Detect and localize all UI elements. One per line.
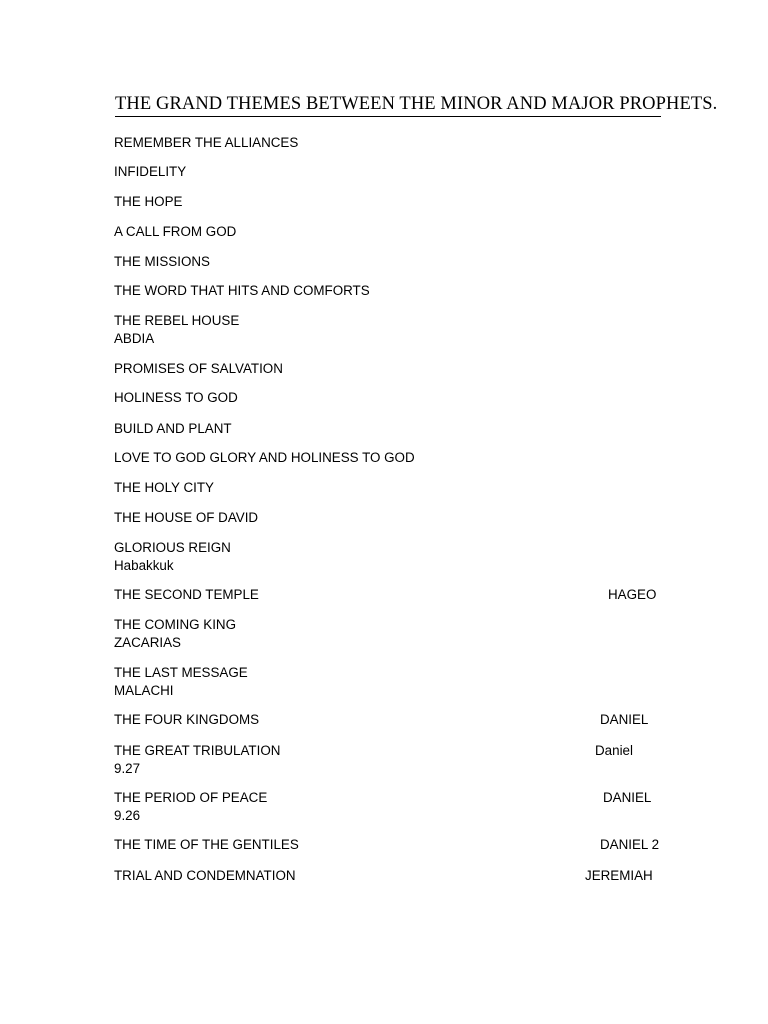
prophet-reference: HAGEO (608, 587, 657, 602)
prophet-reference: DANIEL (600, 712, 649, 727)
theme-text: INFIDELITY (114, 164, 187, 179)
page-title: THE GRAND THEMES BETWEEN THE MINOR AND MAJOR PROPHETS. (115, 94, 718, 114)
theme-text: THE WORD THAT HITS AND COMFORTS (114, 283, 370, 298)
theme-text: LOVE TO GOD GLORY AND HOLINESS TO GOD (114, 450, 415, 465)
list-item (114, 539, 674, 574)
theme-text: THE HOLY CITY (114, 480, 214, 495)
list-item (114, 664, 674, 699)
theme-text: THE TIME OF THE GENTILES (114, 837, 299, 852)
title-underline (115, 116, 661, 117)
prophet-name: MALACHI (114, 682, 174, 698)
prophet-name: ABDIA (114, 330, 155, 346)
prophet-name: ZACARIAS (114, 634, 181, 650)
list-item (114, 389, 674, 407)
list-item (114, 312, 674, 347)
theme-text: THE HOUSE OF DAVID (114, 510, 259, 525)
theme-text: THE HOPE (114, 194, 183, 209)
list-item (114, 360, 674, 378)
prophet-reference: DANIEL (603, 790, 652, 805)
list-item (114, 742, 674, 777)
theme-text: BUILD AND PLANT (114, 421, 232, 436)
list-item (114, 163, 674, 181)
verse-reference: 9.27 (114, 760, 141, 776)
list-item (114, 134, 674, 152)
theme-text: THE SECOND TEMPLE (114, 587, 259, 602)
prophet-reference: Daniel (595, 743, 633, 758)
list-item (114, 836, 674, 854)
list-item (114, 282, 674, 300)
theme-text: TRIAL AND CONDEMNATION (114, 868, 296, 883)
list-item (114, 616, 674, 651)
prophet-reference: JEREMIAH (585, 868, 653, 883)
theme-text: THE MISSIONS (114, 254, 210, 269)
list-item (114, 449, 674, 467)
list-item (114, 420, 674, 438)
theme-text: THE PERIOD OF PEACE (114, 790, 268, 805)
theme-text: PROMISES OF SALVATION (114, 361, 283, 376)
list-item (114, 193, 674, 211)
theme-text: THE GREAT TRIBULATION (114, 743, 281, 758)
list-item (114, 253, 674, 271)
theme-text: THE REBEL HOUSE (114, 313, 240, 328)
list-item (114, 509, 674, 527)
list-item (114, 223, 674, 241)
theme-text: GLORIOUS REIGN (114, 540, 231, 555)
theme-text: THE COMING KING (114, 617, 237, 632)
theme-text: HOLINESS TO GOD (114, 390, 238, 405)
theme-text: THE LAST MESSAGE (114, 665, 248, 680)
list-item (114, 867, 674, 885)
list-item (114, 789, 674, 824)
list-item (114, 479, 674, 497)
list-item (114, 711, 674, 729)
prophet-name: Habakkuk (114, 557, 174, 573)
list-item (114, 586, 674, 604)
prophet-reference: DANIEL 2 (600, 837, 660, 852)
theme-text: THE FOUR KINGDOMS (114, 712, 260, 727)
verse-reference: 9.26 (114, 807, 141, 823)
theme-text: REMEMBER THE ALLIANCES (114, 135, 299, 150)
theme-text: A CALL FROM GOD (114, 224, 237, 239)
